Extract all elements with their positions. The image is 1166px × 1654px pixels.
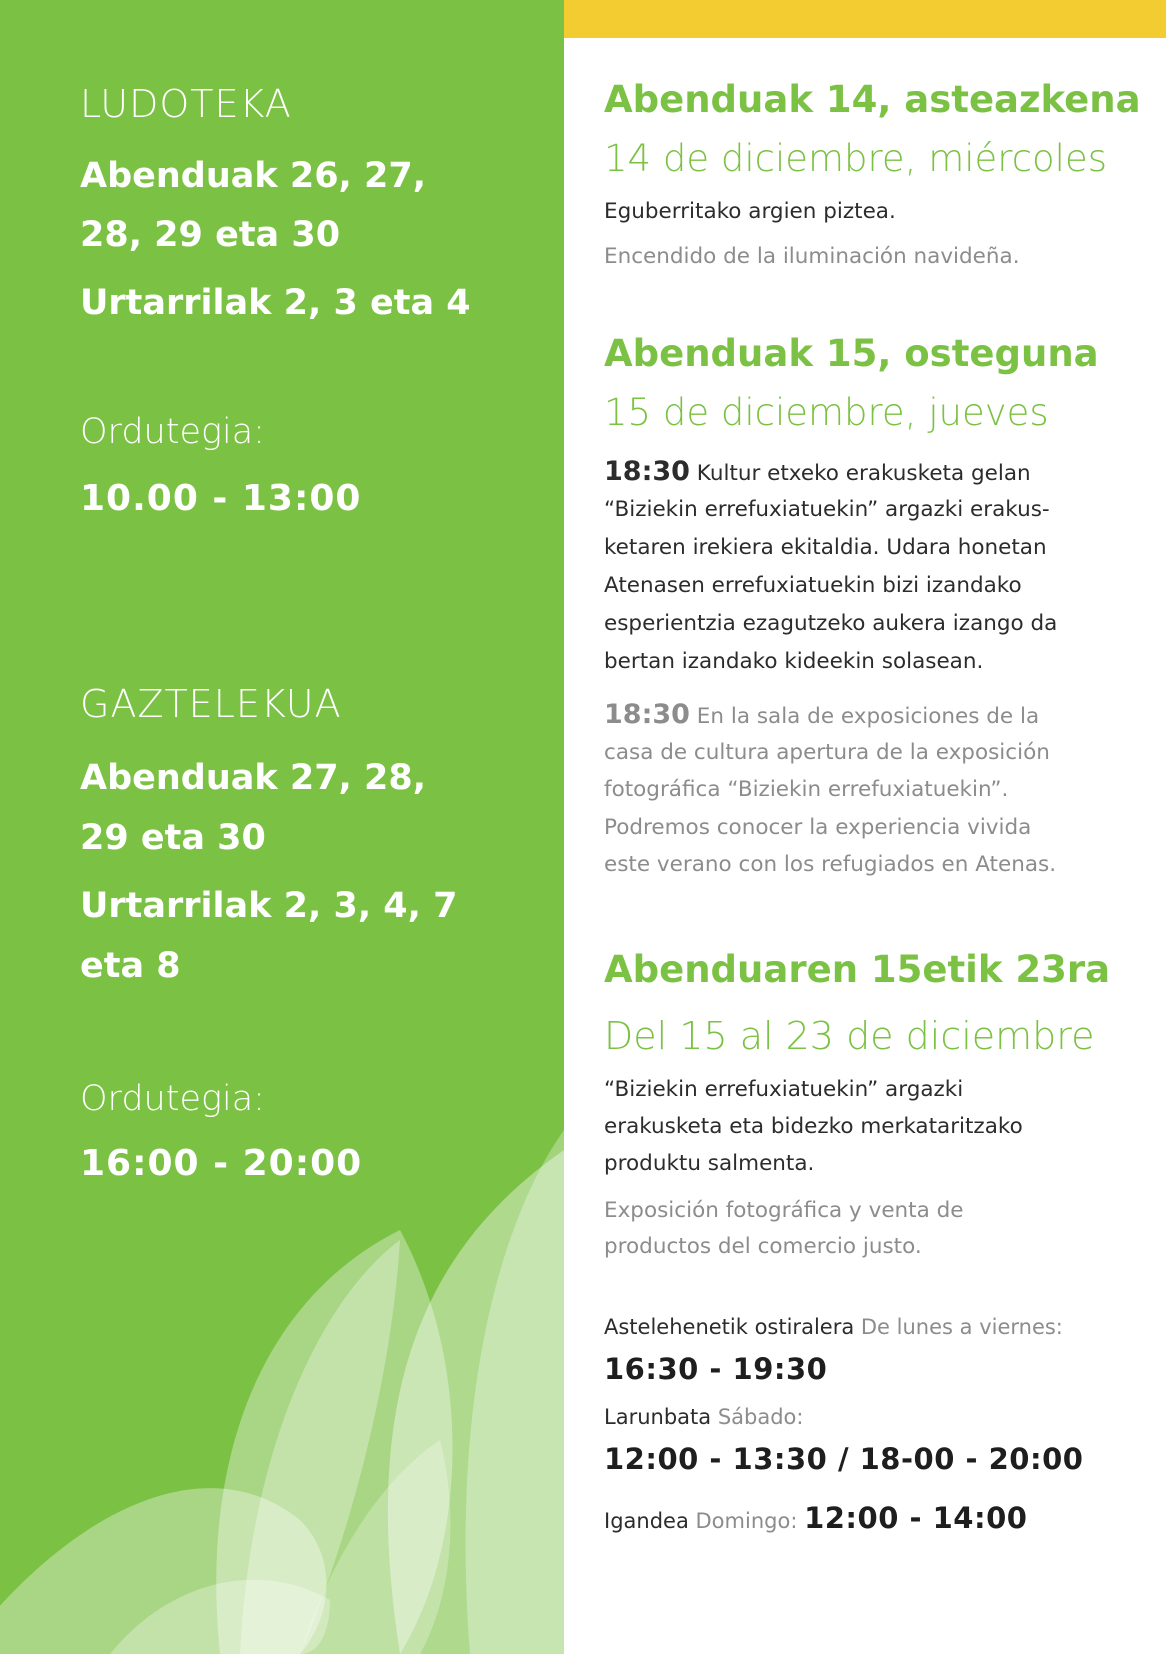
- ludoteka-schedule-label: Ordutegia:: [80, 412, 265, 452]
- event3-text-eu-line3: produktu salmenta.: [604, 1151, 815, 1176]
- event1-text-eu: Eguberritako argien piztea.: [604, 199, 896, 224]
- sunday-label-es: Domingo:: [695, 1509, 798, 1533]
- gaztelekua-dates-line4: eta 8: [80, 946, 181, 986]
- sunday-time: 12:00 - 14:00: [804, 1501, 1028, 1535]
- event3-text-eu-line2: erakusketa eta bidezko merkataritzako: [604, 1114, 1023, 1139]
- gaztelekua-dates-line3: Urtarrilak 2, 3, 4, 7: [80, 886, 458, 926]
- weekday-time: 16:30 - 19:30: [604, 1352, 828, 1386]
- sunday-label: [604, 1501, 1027, 1535]
- event2-time-es: 18:30: [604, 699, 690, 730]
- event2-text-es-line3: fotográfica “Biziekin errefuxiatuekin”.: [604, 777, 1009, 802]
- sunday-label-eu: Igandea: [604, 1509, 689, 1533]
- gaztelekua-dates-line1: Abenduak 27, 28,: [80, 758, 427, 798]
- ludoteka-dates-line1: Abenduak 26, 27,: [80, 156, 427, 196]
- event2-text-es-1: En la sala de exposiciones de la: [696, 704, 1040, 729]
- event3-text-es-line2: productos del comercio justo.: [604, 1234, 922, 1259]
- event2-text-eu-line1: [604, 453, 1031, 492]
- ludoteka-title: LUDOTEKA: [80, 82, 292, 126]
- ludoteka-dates-line2: 28, 29 eta 30: [80, 215, 341, 255]
- gaztelekua-schedule-label: Ordutegia:: [80, 1079, 265, 1119]
- event2-text-eu-line2: “Biziekin errefuxiatuekin” argazki erakus-: [604, 497, 1050, 522]
- event1-heading-es: 14 de diciembre, miércoles: [604, 137, 1108, 180]
- top-accent-bar: [564, 0, 1166, 38]
- event2-heading-eu: Abenduak 15, osteguna: [604, 332, 1099, 375]
- event2-time-eu: 18:30: [604, 456, 690, 487]
- event2-text-eu-1: Kultur etxeko erakusketa gelan: [696, 461, 1031, 486]
- event1-heading-eu: Abenduak 14, asteazkena: [604, 78, 1141, 121]
- event2-text-es-line5: este verano con los refugiados en Atenas.: [604, 852, 1057, 877]
- weekday-label: [604, 1315, 1063, 1339]
- event2-text-es-line4: Podremos conocer la experiencia vivida: [604, 815, 1032, 840]
- saturday-label: [604, 1405, 803, 1429]
- saturday-label-es: Sábado:: [717, 1405, 804, 1429]
- event3-heading-es: Del 15 al 23 de diciembre: [604, 1014, 1095, 1058]
- event2-text-es-line1: [604, 696, 1039, 735]
- gaztelekua-dates-line2: 29 eta 30: [80, 818, 266, 858]
- event2-text-eu-line3: ketaren irekiera ekitaldia. Udara honetan: [604, 535, 1047, 560]
- weekday-label-eu: Astelehenetik ostiralera: [604, 1315, 855, 1339]
- event2-text-eu-line5: esperientzia ezagutzeko aukera izango da: [604, 611, 1058, 636]
- left-panel: [0, 0, 564, 1654]
- saturday-time: 12:00 - 13:30 / 18-00 - 20:00: [604, 1442, 1084, 1476]
- event2-text-eu-line4: Atenasen errefuxiatuekin bizi izandako: [604, 573, 1022, 598]
- event3-text-eu-line1: “Biziekin errefuxiatuekin” argazki: [604, 1077, 964, 1102]
- ludoteka-schedule-time: 10.00 - 13:00: [80, 478, 362, 519]
- gaztelekua-schedule-time: 16:00 - 20:00: [80, 1143, 363, 1184]
- event2-text-eu-line6: bertan izandako kideekin solasean.: [604, 649, 984, 674]
- saturday-label-eu: Larunbata: [604, 1405, 712, 1429]
- event2-text-es-line2: casa de cultura apertura de la exposición: [604, 740, 1050, 765]
- ludoteka-dates-line3: Urtarrilak 2, 3 eta 4: [80, 283, 471, 323]
- event1-text-es: Encendido de la iluminación navideña.: [604, 244, 1020, 269]
- weekday-label-es: De lunes a viernes:: [860, 1315, 1063, 1339]
- event2-heading-es: 15 de diciembre, jueves: [604, 391, 1049, 434]
- gaztelekua-title: GAZTELEKUA: [80, 682, 342, 726]
- event3-text-es-line1: Exposición fotográfica y venta de: [604, 1198, 964, 1223]
- event3-heading-eu: Abenduaren 15etik 23ra: [604, 948, 1111, 991]
